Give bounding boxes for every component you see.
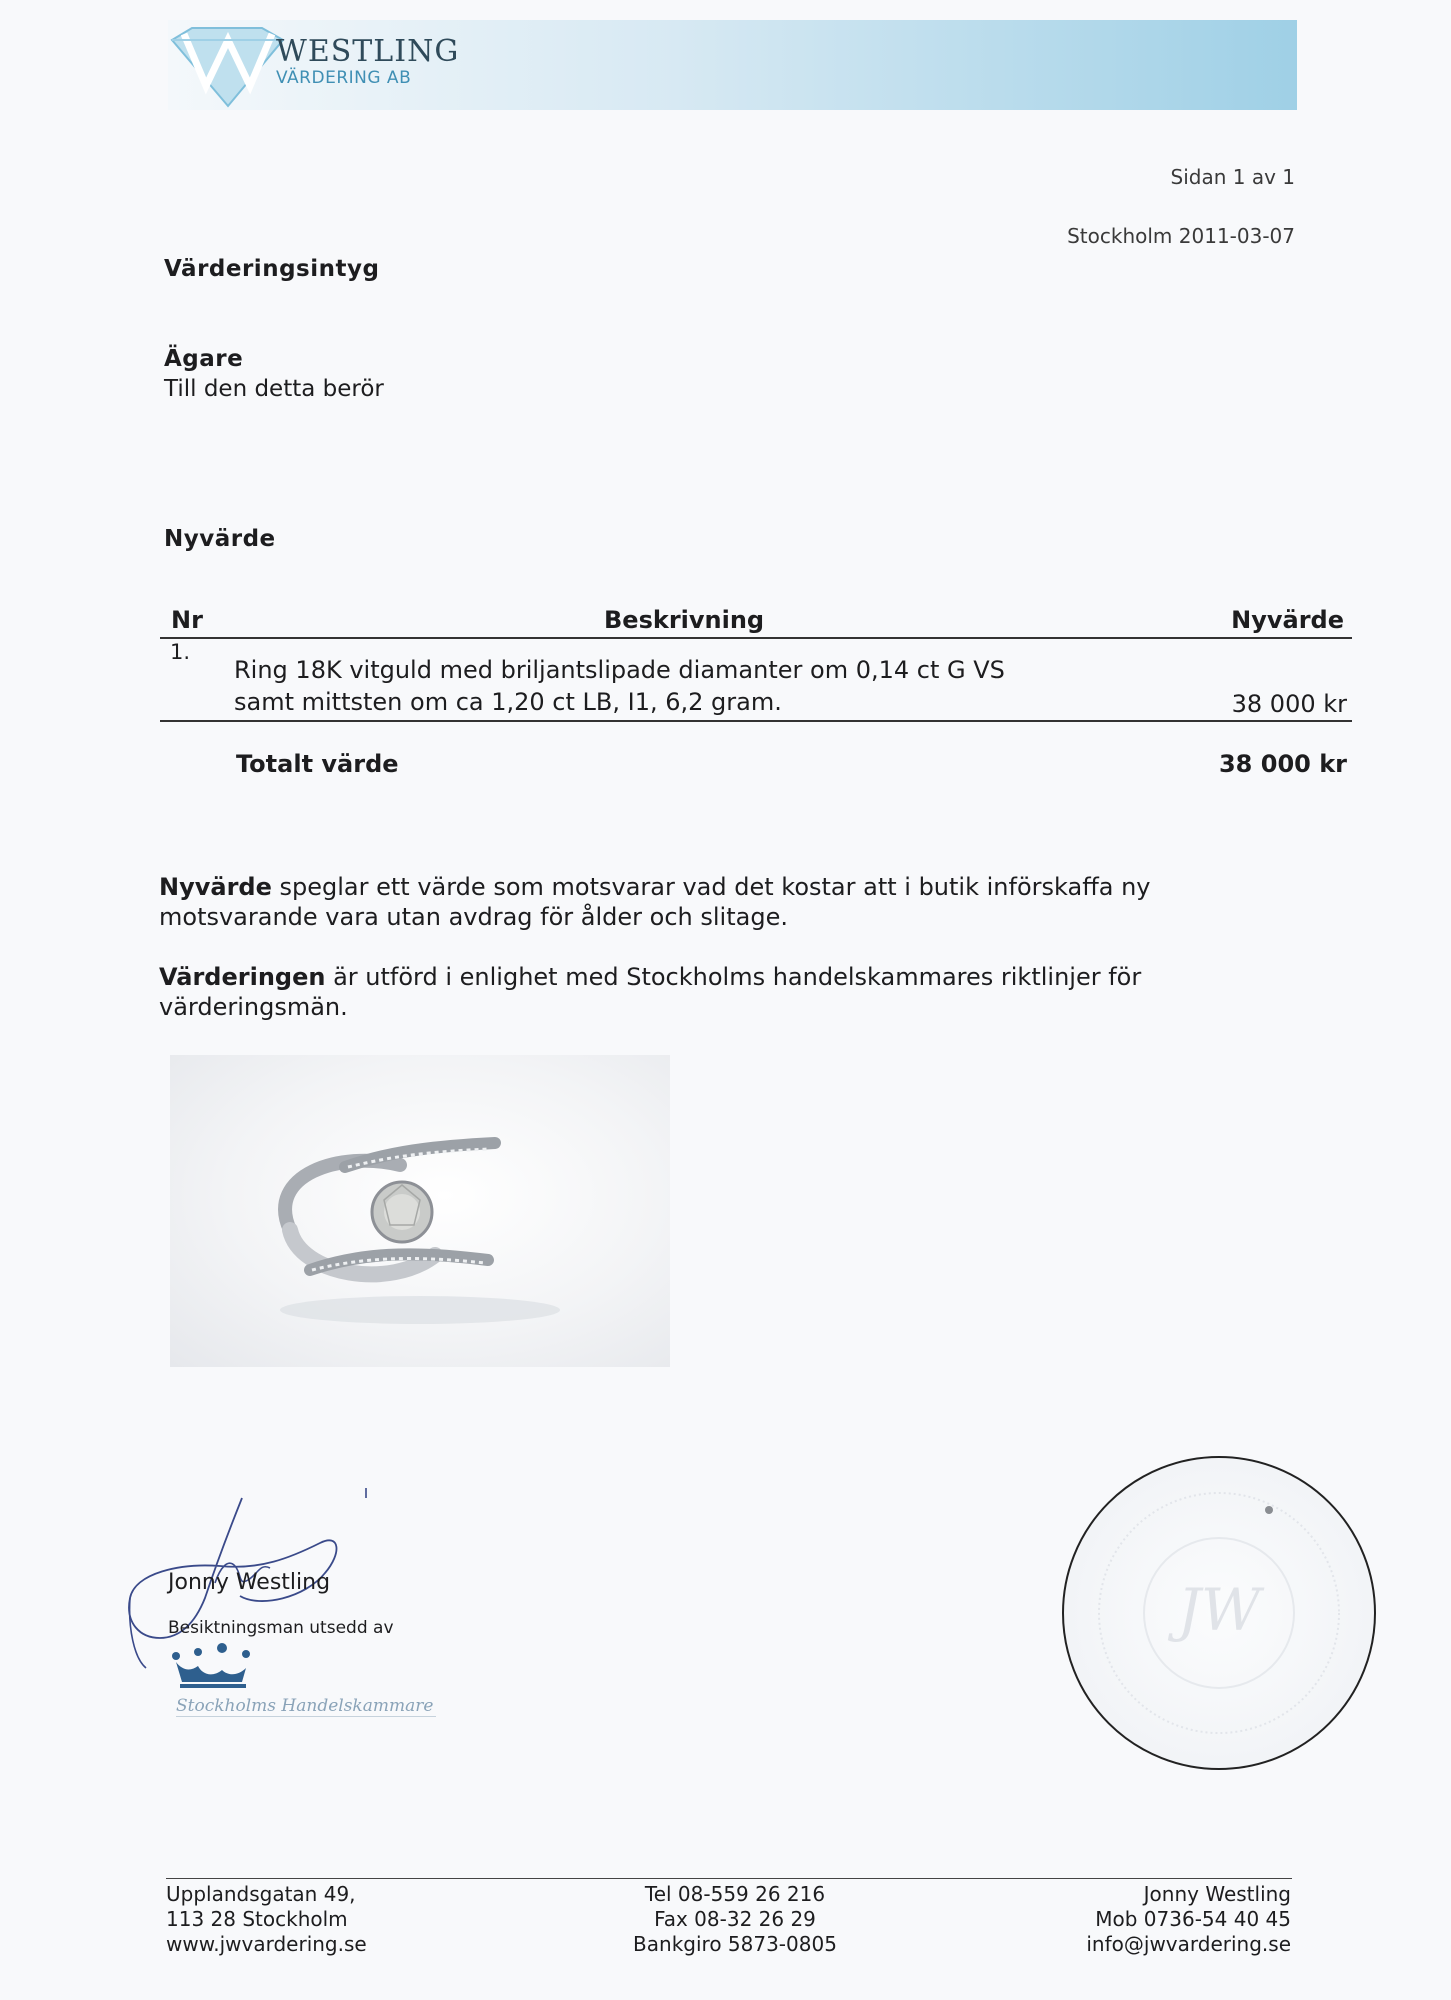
row-description-line1: Ring 18K vitguld med briljantslipade diamanter om 0,14 ct G VS xyxy=(234,656,1005,684)
footer-website-link[interactable]: www.jwvardering.se xyxy=(166,1932,367,1956)
column-header-value: Nyvärde xyxy=(1231,606,1344,634)
ring-icon xyxy=(170,1055,670,1367)
company-name: WESTLING xyxy=(276,34,460,69)
owner-value: Till den detta berör xyxy=(164,376,384,402)
footer-street: Upplandsgatan 49, xyxy=(166,1882,356,1906)
footer-contact-name: Jonny Westling xyxy=(1143,1882,1291,1906)
ring-photo xyxy=(170,1055,670,1367)
page-number: Sidan 1 av 1 xyxy=(1170,165,1295,189)
row-number: 1. xyxy=(170,640,191,664)
header-banner xyxy=(168,20,1297,110)
footer-address xyxy=(166,1882,367,1957)
place-date: Stockholm 2011-03-07 xyxy=(1067,224,1295,248)
footer-rule xyxy=(166,1878,1292,1879)
company-subname: VÄRDERING AB xyxy=(276,68,412,88)
chamber-underline xyxy=(176,1716,436,1717)
footer-person xyxy=(1086,1882,1291,1957)
seal-monogram: JW xyxy=(1177,1576,1261,1644)
paragraph-new-value-term: Nyvärde xyxy=(159,873,272,901)
table-header-rule xyxy=(160,637,1352,639)
document-title: Värderingsintyg xyxy=(164,256,380,282)
crown-logo-icon xyxy=(172,1640,372,1690)
table-row-rule xyxy=(160,720,1352,722)
embossed-seal xyxy=(1062,1456,1376,1770)
diamond-logo-icon xyxy=(170,26,285,108)
paragraph-valuation xyxy=(159,962,1279,1022)
paragraph-new-value-text: speglar ett värde som motsvarar vad det kostar att i butik införskaffa ny motsvarande vara utan avdrag för ålder och slitage. xyxy=(159,873,1151,931)
signer-role: Besiktningsman utsedd av xyxy=(168,1618,394,1638)
paragraph-valuation-text: är utförd i enlighet med Stockholms handelskammares riktlinjer för värderingsmän. xyxy=(159,963,1142,1021)
footer-bankgiro: Bankgiro 5873-0805 xyxy=(633,1932,837,1956)
total-label: Totalt värde xyxy=(236,750,399,778)
chamber-name: Stockholms Handelskammare xyxy=(176,1696,434,1716)
footer-city: 113 28 Stockholm xyxy=(166,1907,348,1931)
signer-name: Jonny Westling xyxy=(168,1570,331,1595)
footer-contact xyxy=(600,1882,870,1957)
footer-mobile: Mob 0736-54 40 45 xyxy=(1095,1907,1291,1931)
row-value: 38 000 kr xyxy=(1231,690,1347,718)
column-header-nr: Nr xyxy=(171,606,203,634)
footer-email-link[interactable]: info@jwvardering.se xyxy=(1086,1932,1291,1956)
paragraph-valuation-term: Värderingen xyxy=(159,963,326,991)
footer-tel: Tel 08-559 26 216 xyxy=(644,1882,826,1906)
footer-fax: Fax 08-32 26 29 xyxy=(654,1907,816,1931)
seal-emblem-icon xyxy=(1064,1458,1374,1768)
column-header-description: Beskrivning xyxy=(604,606,765,634)
total-value: 38 000 kr xyxy=(1218,750,1347,778)
value-heading: Nyvärde xyxy=(164,526,276,552)
row-description-line2: samt mittsten om ca 1,20 ct LB, I1, 6,2 gram. xyxy=(234,688,782,716)
paragraph-new-value xyxy=(159,872,1279,932)
owner-label: Ägare xyxy=(164,346,244,372)
